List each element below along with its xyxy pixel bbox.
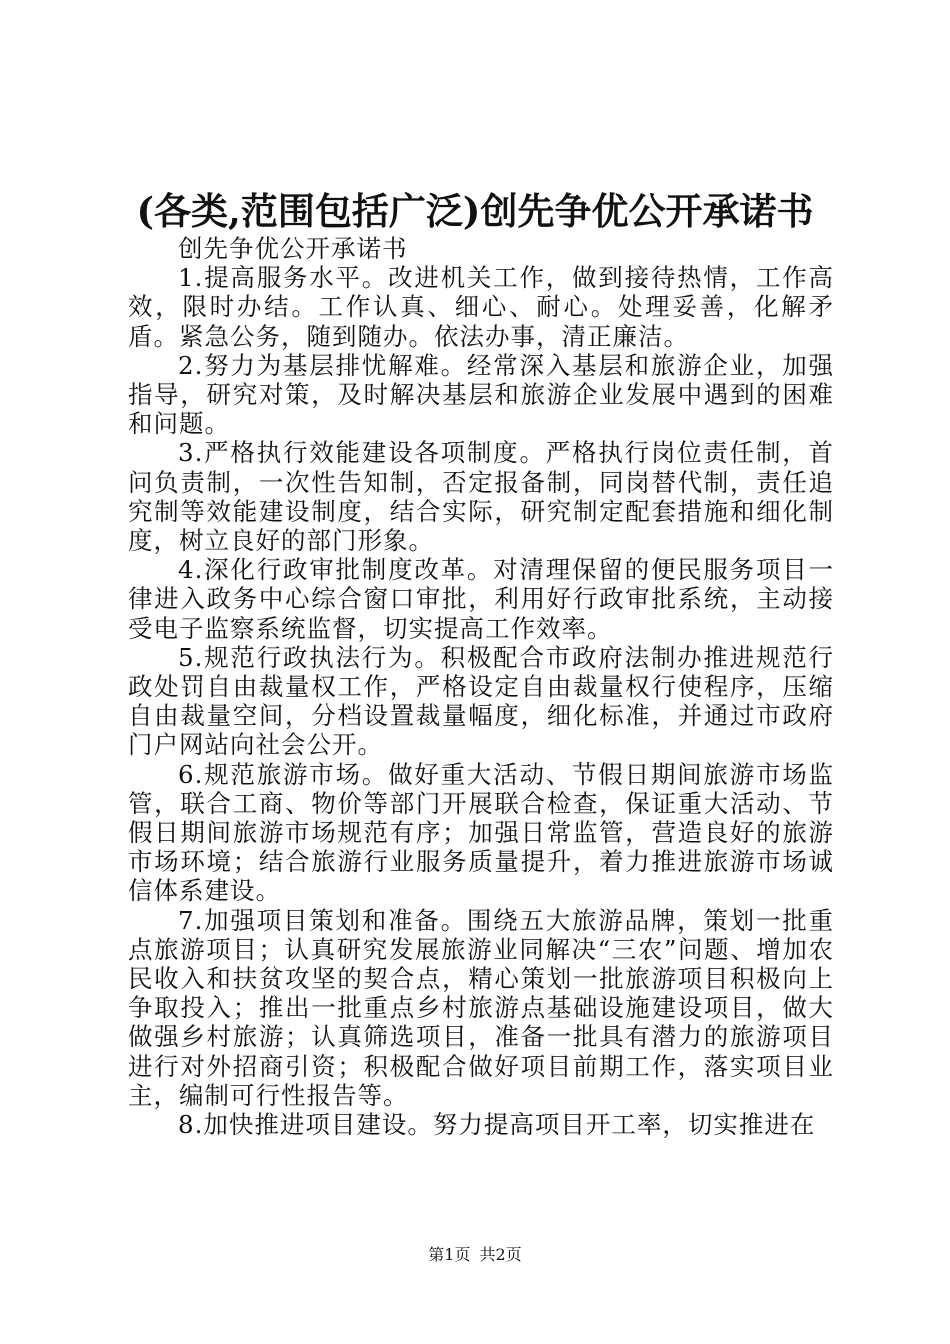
page-number-current: 第1页	[428, 1245, 471, 1264]
paragraph-1: 1.提高服务水平。改进机关工作，做到接待热情，工作高效，限时办结。工作认真、细心、耐心。处理妥善，化解矛盾。紧急公务，随到随办。依法办事，清正廉洁。	[128, 263, 834, 351]
paragraph-7: 7.加强项目策划和准备。围绕五大旅游品牌，策划一批重点旅游项目；认真研究发展旅游业同解决“三农”问题、增加农民收入和扶贫攻坚的契合点，精心策划一批旅游项目积极向上争取投入；推出一批重点乡村旅游点基础设施建设项目，做大做强乡村旅游；认真筛选项目，准备一批具有潜力的旅游项目进行对外招商引资；积极配合做好项目前期工作，落实项目业主，编制可行性报告等。	[128, 905, 834, 1110]
paragraph-3: 3.严格执行效能建设各项制度。严格执行岗位责任制，首问负责制，一次性告知制，否定报备制，同岗替代制，责任追究制等效能建设制度，结合实际，研究制定配套措施和细化制度，树立良好的部门形象。	[128, 438, 834, 556]
document-title: (各类,范围包括广泛)创先争优公开承诺书	[136, 189, 814, 233]
page-footer	[0, 1245, 950, 1265]
page-number-total: 共2页	[479, 1245, 522, 1264]
paragraph-heading: 创先争优公开承诺书	[178, 234, 408, 263]
paragraph-6: 6.规范旅游市场。做好重大活动、节假日期间旅游市场监管，联合工商、物价等部门开展联合检查，保证重大活动、节假日期间旅游市场规范有序；加强日常监管，营造良好的旅游市场环境；结合旅游行业服务质量提升，着力推进旅游市场诚信体系建设。	[128, 759, 834, 906]
paragraph-8: 8.加快推进项目建设。努力提高项目开工率，切实推进在	[178, 1110, 816, 1140]
paragraph-4: 4.深化行政审批制度改革。对清理保留的便民服务项目一律进入政务中心综合窗口审批，利用好行政审批系统，主动接受电子监察系统监督，切实提高工作效率。	[128, 555, 834, 643]
document-body	[128, 234, 834, 1139]
paragraph-5: 5.规范行政执法行为。积极配合市政府法制办推进规范行政处罚自由裁量权工作，严格设定自由裁量权行使程序，压缩自由裁量空间，分档设置裁量幅度，细化标准，并通过市政府门户网站向社会公开。	[128, 642, 834, 760]
paragraph-2: 2.努力为基层排忧解难。经常深入基层和旅游企业，加强指导，研究对策，及时解决基层和旅游企业发展中遇到的困难和问题。	[128, 350, 834, 439]
